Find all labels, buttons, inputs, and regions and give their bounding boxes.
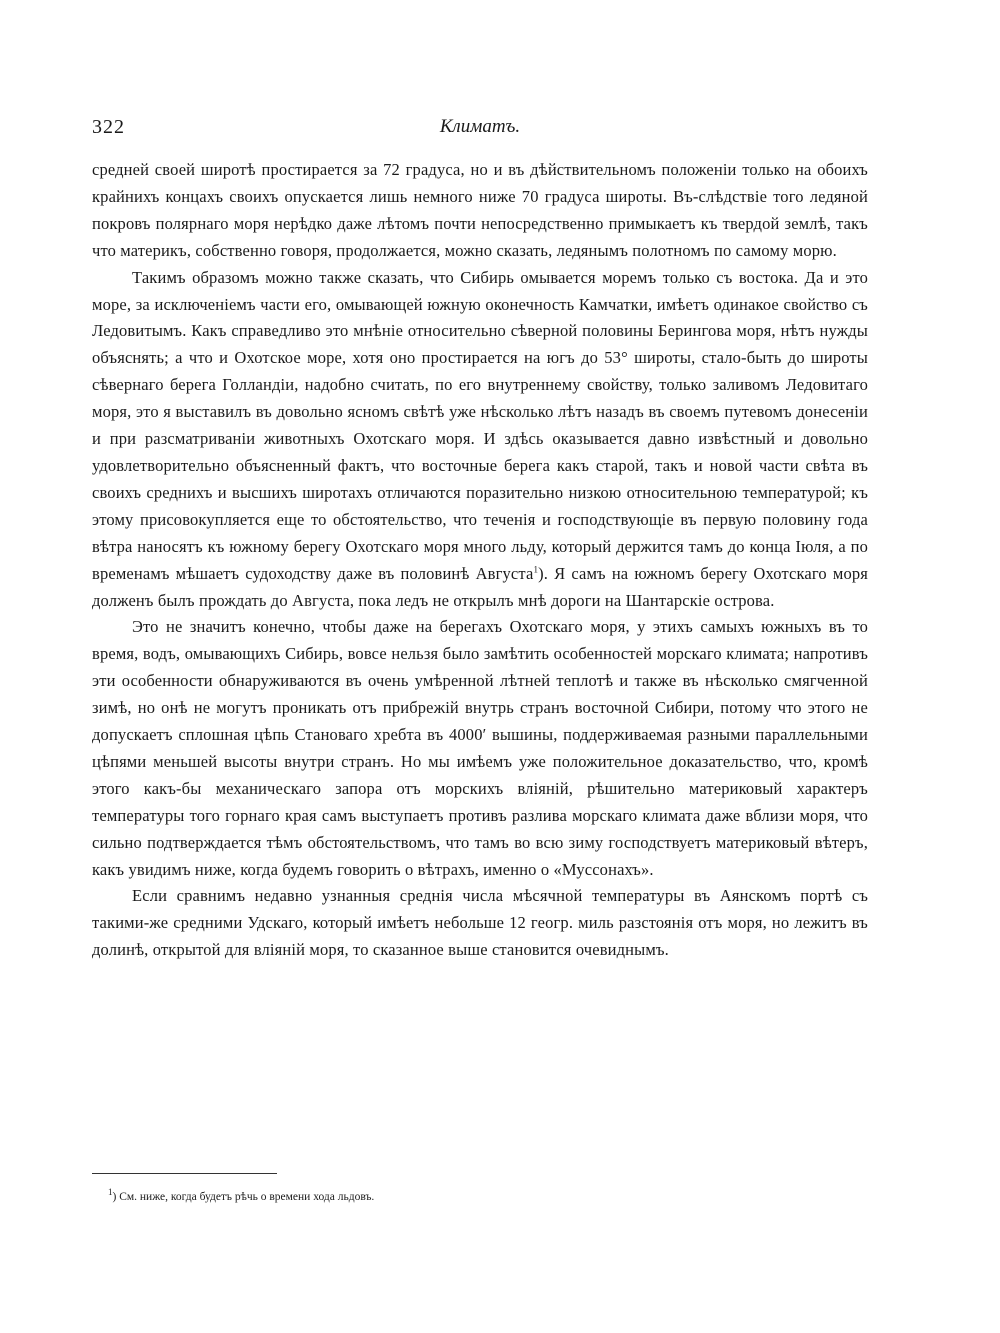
footnote-divider	[92, 1173, 277, 1174]
page-header	[92, 116, 868, 146]
footnote-reference[interactable]: 1	[533, 564, 539, 575]
running-title: Климатъ.	[439, 116, 521, 137]
paragraph-2: Такимъ образомъ можно также сказать, что Сибирь омывается моремъ только съ востока. Да и это море, за исключеніемъ части его, омывающей южную оконечность Камчатки, имѣетъ одинакое свойство съ Ледовитымъ. Какъ справедливо это мнѣніе относительно сѣверной половины Берингова моря, нѣтъ нужды объяснять; а что и Охотское море, хотя оно простирается на югъ до 53° широты, стало-быть до широты сѣвернаго берега Голландіи, надобно считать, по его внутреннему свойству, только заливомъ Ледовитаго моря, это я выставилъ въ довольно ясномъ свѣтѣ уже нѣсколько лѣтъ назадъ въ своемъ путевомъ донесеніи и при разсматриваніи животныхъ Охотскаго моря. И здѣсь оказывается давно извѣстный и довольно удовлетворительно объясненный фактъ, что восточные берега какъ старой, такъ и новой части свѣта въ своихъ среднихъ и высшихъ широтахъ отличаются поразительно низкою относительною температурой; къ этому присовокупляется еще то обстоятельство, что теченія и господствующіе въ первую половину года вѣтра наносятъ къ южному берегу Охотскаго моря много льду, который держится тамъ до конца Іюля, а по временамъ мѣшаетъ судоходству даже въ половинѣ Августа$^1$). Я самъ на южномъ берегу Охотскаго моря долженъ былъ прождать до Августа, пока ледъ не открылъ мнѣ дороги на Шантарскіе острова.	[92, 267, 868, 610]
footnote	[108, 1189, 374, 1205]
page-number: 322	[92, 116, 125, 138]
footnote-marker: 1	[108, 1187, 113, 1198]
paragraph-1: средней своей широтѣ простирается за 72 градуса, но и въ дѣйствительномъ положеніи только на обоихъ крайнихъ концахъ своихъ опускается лишь немного ниже 70 градуса широты. Въ-слѣдствіе того ледяной покровъ полярнаго моря нерѣдко даже лѣтомъ почти непосредственно примыкаетъ къ твердой землѣ, такъ что материкъ, собственно говоря, продолжается, можно сказать, ледянымъ полотномъ по самому морю.	[92, 160, 868, 260]
paragraph-4: Если сравнимъ недавно узнанныя среднія числа мѣсячной температуры въ Аянскомъ портѣ съ такими-же средними Удскаго, который имѣетъ небольше 12 геогр. миль разстоянія отъ моря, но лежитъ въ долинѣ, открытой для вліяній моря, то сказанное выше становится очевиднымъ.	[92, 886, 868, 960]
paragraph-3: Это не значитъ конечно, чтобы даже на берегахъ Охотскаго моря, у этихъ самыхъ южныхъ въ то время, водъ, омывающихъ Сибирь, вовсе нельзя было замѣтить особенностей морскаго климата; напротивъ эти особенности обнаруживаются въ очень умѣренной лѣтней теплотѣ и также въ нѣсколько смягченной зимѣ, но онѣ не могутъ проникать отъ прибрежій внутрь странъ восточной Сибири, потому что этого не допускаетъ сплошная цѣпь Становаго хребта въ 4000′ вышины, поддерживаемая разными параллельными цѣпями меньшей высоты внутри странъ. Но мы имѣемъ уже положительное доказательство, что, кромѣ этого какъ-бы механическаго запора отъ морскихъ вліяній, рѣшительно материковый характеръ температуры того горнаго края самъ выступаетъ противъ разлива морскаго климата даже вблизи моря, что сильно подтверждается тѣмъ обстоятельствомъ, что тамъ во всю зиму господствуетъ материковый вѣтеръ, какъ увидимъ ниже, когда будемъ говорить о вѣтрахъ, именно о «Муссонахъ».	[92, 617, 868, 879]
body-text	[92, 157, 868, 964]
footnote-text: ) См. ниже, когда будетъ рѣчь о времени хода льдовъ.	[112, 1191, 375, 1203]
